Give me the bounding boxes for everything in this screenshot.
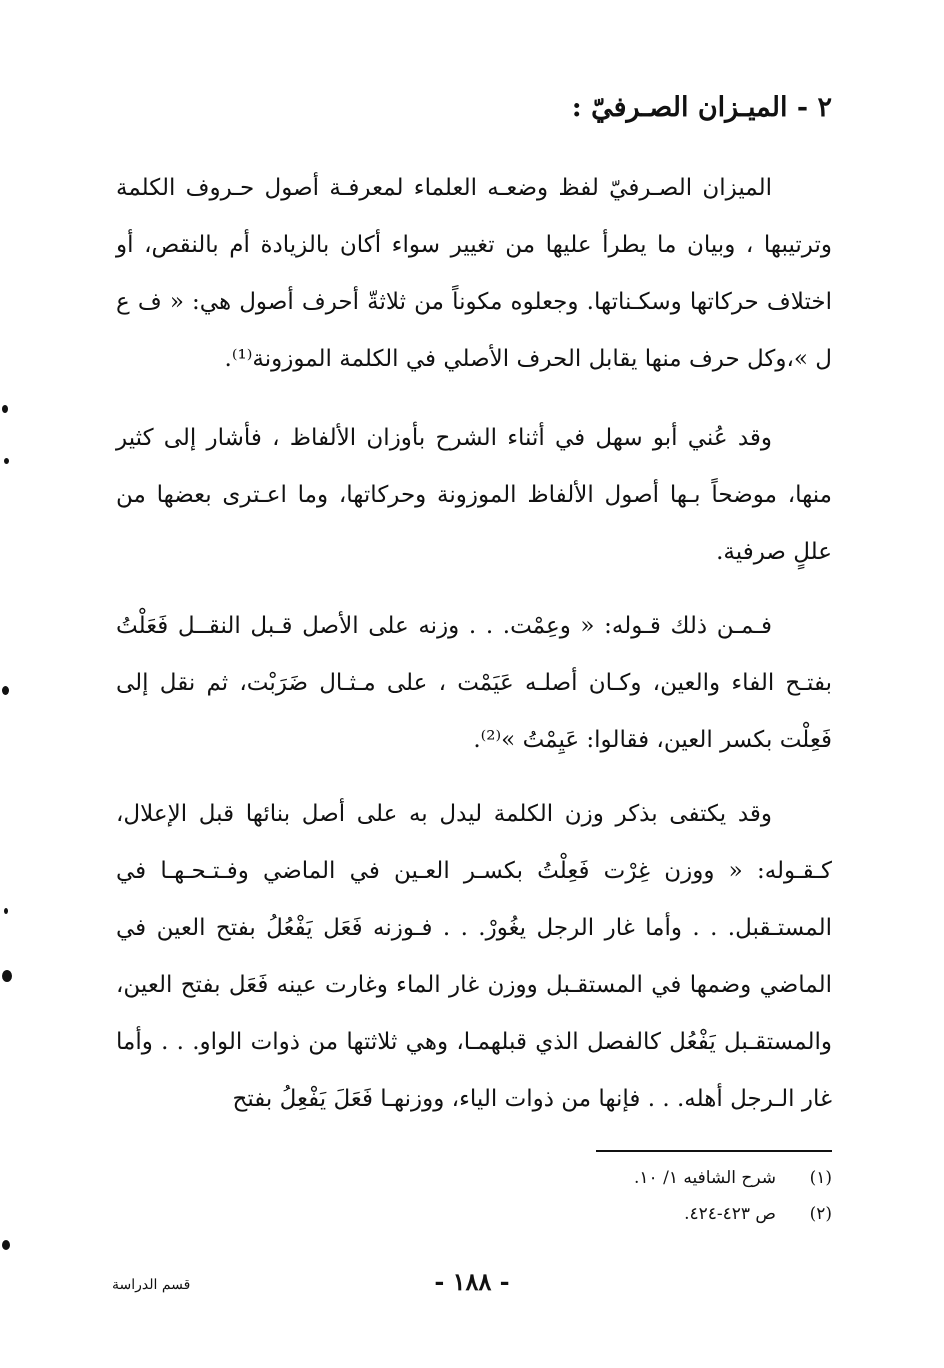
scan-speck [2,1240,10,1250]
scan-speck [2,970,12,982]
paragraph-4: وقد يكتفى بذكر وزن الكلمة ليدل به على أصل بنائها قبل الإعلال، كـقـوله: « ووزن غِرْت فَعِلْتُ بكسـر العـين في الماضي وفـتـحـهـا في المستـقبل. . . وأما غار الرجل يغُورْ. . . فـوزنه فَعَل يَفْعُلُ بفتح العين في الماضي وضمها في المستقـبل ووزن غار الماء وغارت عينه فَعَل بفتح العين، والمستقـبل يَفْعُل كالفصل الذي قبلهمـا، وهي ثلاثتها من ذوات الواو. . . وأما غار الـرجل أهله. . . فإنها من ذوات الياء، ووزنهـا فَعَلَ يَفْعِلُ بفتح [116,801,832,1112]
paragraph-1: الميزان الصـرفيّ لفظ وضعـه العلماء لمعرفـة أصول حـروف الكلمة وترتيبها ، وبيان ما يطرأ عليها من تغيير سواء أكان بالزيادة أم بالنقص، أو اختلاف حركاتها وسكـناتها. وجعلوه مكوناً من ثلاثةّ أحرف أصول هي: « ف ع ل »،وكل حرف منها يقابل الحرف الأصلي في الكلمة الموزونة⁽¹⁾. [116,175,832,372]
scan-speck [4,908,8,914]
footnote-item [432,1160,832,1196]
section-heading: ٢ - الميـزان الصـرفيّ : [571,92,832,123]
paragraph-3: فـمـن ذلك قـوله: « وعِمْت. . . وزنه على الأصل قـبل النقــل فَعَلْتُ بفتـح الفاء والعين، وكـان أصلـه عَيَمْت ، على مـثـال ضَرَبْت، ثم نقل إلى فَعِلْت بكسر العين، فقالوا: عَيِمْتُ »⁽²⁾. [116,613,832,753]
footnote-number: (١) [809,1168,832,1188]
footnote-number: (٢) [809,1204,832,1224]
footnote-item [432,1196,832,1232]
footnote-text: شرح الشافيه ١/ ١٠. [634,1168,776,1188]
scan-speck [4,458,9,464]
footnotes [432,1160,832,1232]
footnote-text: ص ٤٢٣-٤٢٤. [684,1204,776,1224]
scan-speck [2,686,9,695]
scan-speck [2,405,8,413]
paragraph-2: وقد عُني أبو سهل في أثناء الشرح بأوزان الألفاظ ، فأشار إلى كثير منها، موضحاً بـها أصول الألفاظ الموزونة وحركاتها، وما اعـترى بعضها من عللٍ صرفية. [116,425,832,565]
footnote-divider [596,1150,832,1152]
page-number: - ١٨٨ - [434,1267,510,1296]
section-label: قسم الدراسة [112,1277,191,1293]
